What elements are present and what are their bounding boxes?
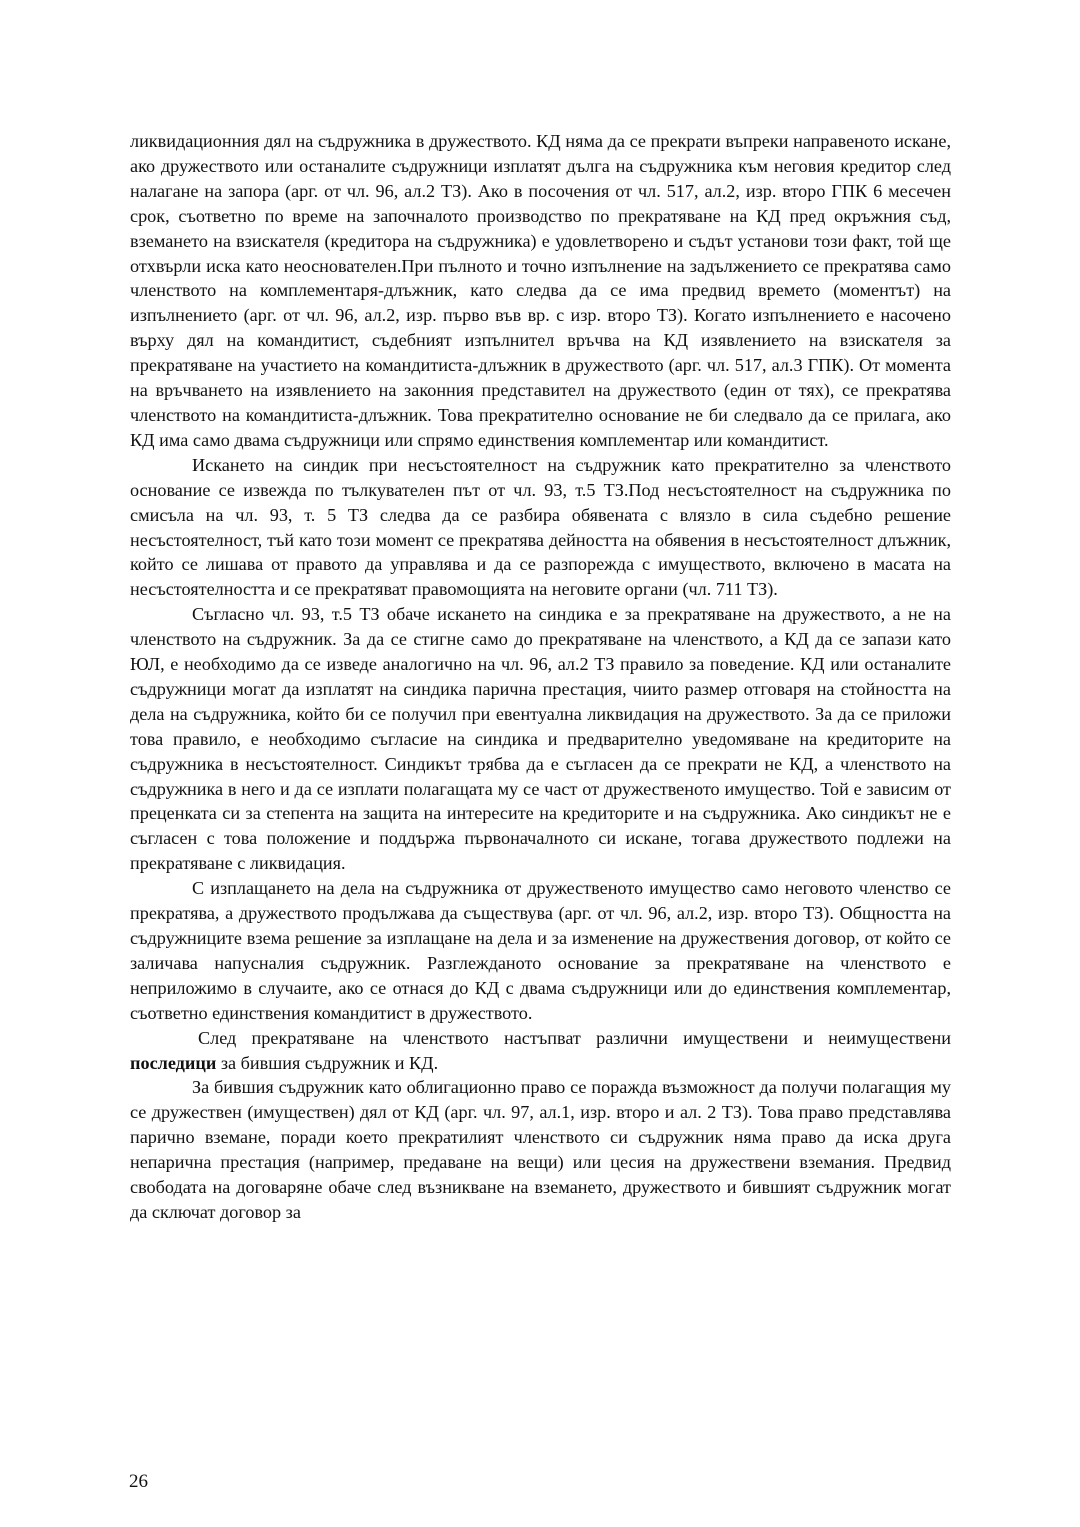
paragraph-6: За бившия съдружник като облигационно право се поражда възможност да получи полагащия му се дружествен (имуществен) дял от КД (арг. чл. 97, ал.1, изр. второ и ал. 2 ТЗ). Това право представлява парично вземане, поради което прекратилият членството си съдружник няма право да иска друга непарична престация (например, предаване на вещи) или цесия на дружествени вземания. Предвид свободата на договаряне обаче след възникване на вземането, дружеството и бившият съдружник могат да сключат договор за (130, 1077, 951, 1222)
paragraph-5 (130, 1026, 951, 1076)
paragraph-4: С изплащането на дела на съдружника от дружественото имущество само неговото членство се прекратява, а дружеството продължава да съществува (арг. от чл. 96, ал.2, изр. второ ТЗ). Общността на съдружниците взема решение за изплащане на дела и за изменение на дружествения договор, от който се заличава напусналия съдружник. Разглежданото основание за прекратяване на членството е неприложимо в случаите, ако се отнася до КД с двама съдружници или до единствения комплементар, съответно единствения командитист в дружеството. (130, 878, 951, 1023)
paragraph-2: Искането на синдик при несъстоятелност на съдружник като прекратително за членството основание се извежда по тълкувателен път от чл. 93, т.5 ТЗ.Под несъстоятелност на съдружника по смисъла на чл. 93, т. 5 ТЗ следва да се разбира обявената с влязло в сила съдебно решение несъстоятелност, тъй като този момент се прекратява дейността на обявения в несъстоятелност длъжник, който се лишава от правото да управлява и да се разпорежда с имуществото, включено в масата на несъстоятелността и се прекратяват правомощията на неговите органи (чл. 711 ТЗ). (130, 454, 951, 600)
body-text (130, 129, 951, 1225)
paragraph-5-text-before: След прекратяване на членството настъпват различни имуществени и неимуществени (198, 1027, 951, 1048)
paragraph-5-text-after: за бившия съдружник и КД. (216, 1052, 439, 1073)
paragraph-3: Съгласно чл. 93, т.5 ТЗ обаче искането на синдика е за прекратяване на дружеството, а не на членството на съдружник. За да се стигне само до прекратяване на членството, а КД да се запази като ЮЛ, е необходимо да се изведе аналогично на чл. 96, ал.2 ТЗ правило за поведение. КД или останалите съдружници могат да изплатят на синдика парична престация, чиито размер отговаря на стойността на дела на съдружника, който би се получил при евентуална ликвидация на дружеството. За да се приложи това правило, е необходимо съгласие на синдика и предварително уведомяване на кредиторите на съдружника в несъстоятелност. Синдикът трябва да е съгласен да се прекрати не КД, а членството на съдружника в него и да се изплати полагащата му се част от дружественото имущество. Той е зависим от преценката си за степента на защита на интересите на кредиторите и на съдружника. Ако синдикът не е съгласен с това положение и поддържа първоначалното си искане, тогава дружеството подлежи на прекратяване с ликвидация. (130, 604, 951, 874)
page-number: 26 (129, 1471, 148, 1492)
paragraph-5-bold-term: последици (130, 1052, 217, 1073)
paragraph-1: ликвидационния дял на съдружника в дружеството. КД няма да се прекрати въпреки направеното искане, ако дружеството или останалите съдружници изплатят дълга на съдружника към неговия кредитор след налагане на запора (арг. от чл. 96, ал.2 ТЗ). Ако в посочения от чл. 517, ал.2, изр. второ ГПК 6 месечен срок, съответно по време на започналото производство по прекратяване на КД пред окръжния съд, вземането на взискателя (кредитора на съдружника) е удовлетворено и съдът установи този факт, той ще отхвърли иска като неоснователен.При пълното и точно изпълнение на задължението се прекратява само членството на комплементаря-длъжник, като следва да се има предвид времето (моментът) на изпълнението (арг. от чл. 96, ал.2, изр. първо във вр. с изр. второ ТЗ). Когато изпълнението е насочено върху дял на командитист, съдебният изпълнител връчва на КД изявлението на взискателя за прекратяване на участието на командитиста-длъжник в дружеството (арг. чл. 517, ал.3 ГПК). От момента на връчването на изявлението на законния представител на дружеството (един от тях), се прекратява членството на командитиста-длъжник. Това прекратително основание не би следвало да се прилага, ако КД има само двама съдружници или спрямо единствения комплементар или командитист. (130, 131, 951, 450)
